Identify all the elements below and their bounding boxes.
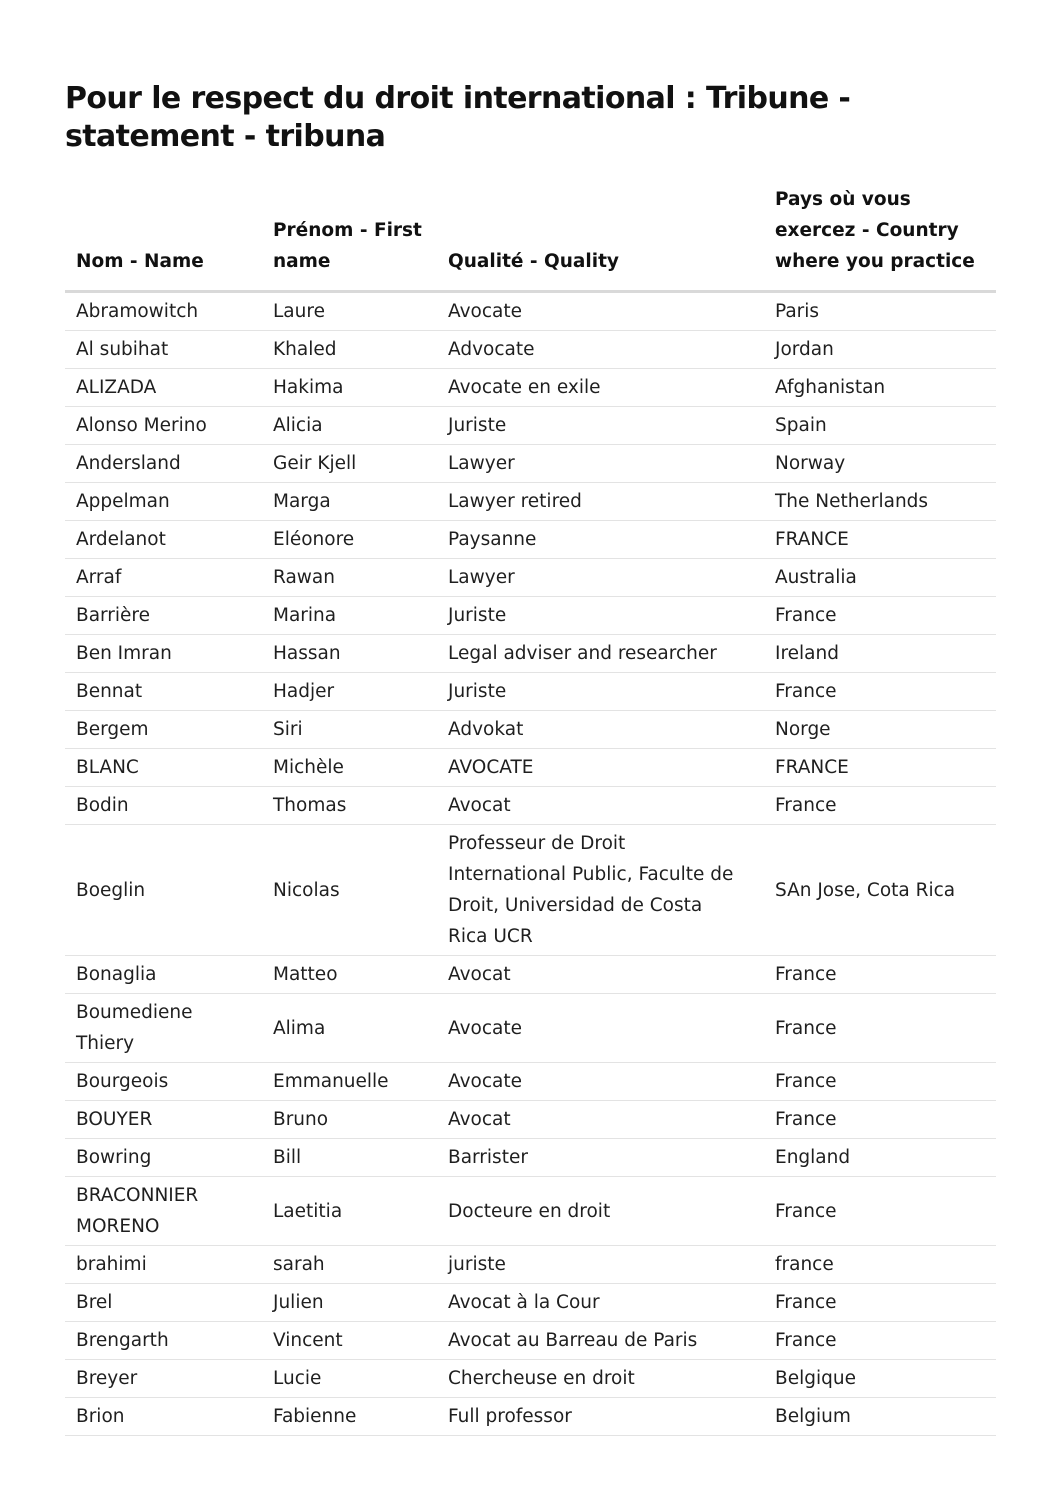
cell-quality: Avocate — [437, 994, 764, 1063]
cell-quality: Avocat — [437, 787, 764, 825]
cell-first-name: Marga — [262, 483, 437, 521]
cell-first-name: Vincent — [262, 1322, 437, 1360]
cell-first-name: Matteo — [262, 956, 437, 994]
table-row — [65, 1398, 996, 1436]
cell-country: England — [764, 1139, 996, 1177]
table-header-row — [65, 184, 996, 292]
cell-country: SAn Jose, Cota Rica — [764, 825, 996, 956]
cell-country: The Netherlands — [764, 483, 996, 521]
cell-name: Andersland — [65, 445, 262, 483]
table-row — [65, 825, 996, 956]
cell-quality: Avocat — [437, 1101, 764, 1139]
cell-name: Bourgeois — [65, 1063, 262, 1101]
page-title: Pour le respect du droit international : Tribune - statement - tribuna — [65, 81, 851, 154]
cell-first-name: Bruno — [262, 1101, 437, 1139]
cell-first-name: Laetitia — [262, 1177, 437, 1246]
column-header-country: Pays où vous exercez - Country where you practice — [764, 184, 996, 292]
cell-country: Belgique — [764, 1360, 996, 1398]
cell-name: Bowring — [65, 1139, 262, 1177]
cell-country: FRANCE — [764, 521, 996, 559]
cell-first-name: Marina — [262, 597, 437, 635]
table-row — [65, 787, 996, 825]
document-page — [65, 80, 996, 1427]
table-row — [65, 521, 996, 559]
cell-name: BLANC — [65, 749, 262, 787]
table-row — [65, 1101, 996, 1139]
cell-first-name: Geir Kjell — [262, 445, 437, 483]
cell-name: ALIZADA — [65, 369, 262, 407]
table-row — [65, 369, 996, 407]
cell-quality: Barrister — [437, 1139, 764, 1177]
column-header-quality: Qualité - Quality — [437, 184, 764, 292]
cell-country: Paris — [764, 292, 996, 331]
table-row — [65, 956, 996, 994]
table-row — [65, 1322, 996, 1360]
cell-first-name: Julien — [262, 1284, 437, 1322]
cell-quality: Lawyer — [437, 559, 764, 597]
cell-quality: Full professor — [437, 1398, 764, 1436]
cell-name: Brion — [65, 1398, 262, 1436]
cell-quality: Chercheuse en droit — [437, 1360, 764, 1398]
cell-name: Boumediene Thiery — [65, 994, 262, 1063]
cell-name: Bennat — [65, 673, 262, 711]
cell-country: France — [764, 787, 996, 825]
cell-first-name: Alicia — [262, 407, 437, 445]
cell-first-name: sarah — [262, 1246, 437, 1284]
cell-country: Norge — [764, 711, 996, 749]
cell-first-name: Lucie — [262, 1360, 437, 1398]
signatories-table — [65, 184, 996, 1436]
cell-first-name: Eléonore — [262, 521, 437, 559]
table-row — [65, 1139, 996, 1177]
cell-quality: Professeur de Droit International Public, Faculte de Droit, Universidad de Costa Rica UCR — [437, 825, 764, 956]
cell-quality: Avocat à la Cour — [437, 1284, 764, 1322]
cell-first-name: Emmanuelle — [262, 1063, 437, 1101]
column-header-name: Nom - Name — [65, 184, 262, 292]
cell-country: France — [764, 994, 996, 1063]
table-row — [65, 1063, 996, 1101]
cell-country: FRANCE — [764, 749, 996, 787]
cell-country: France — [764, 597, 996, 635]
table-row — [65, 407, 996, 445]
cell-name: Ben Imran — [65, 635, 262, 673]
cell-name: Bergem — [65, 711, 262, 749]
cell-first-name: Khaled — [262, 331, 437, 369]
table-row — [65, 749, 996, 787]
cell-quality: Avocat — [437, 956, 764, 994]
cell-country: France — [764, 673, 996, 711]
cell-country: France — [764, 1101, 996, 1139]
cell-name: Barrière — [65, 597, 262, 635]
cell-name: Brel — [65, 1284, 262, 1322]
table-row — [65, 1177, 996, 1246]
cell-name: Al subihat — [65, 331, 262, 369]
cell-first-name: Hadjer — [262, 673, 437, 711]
cell-name: Brengarth — [65, 1322, 262, 1360]
cell-country: France — [764, 1284, 996, 1322]
cell-first-name: Hakima — [262, 369, 437, 407]
table-row — [65, 711, 996, 749]
cell-name: Bonaglia — [65, 956, 262, 994]
table-row — [65, 559, 996, 597]
cell-quality: Avocat au Barreau de Paris — [437, 1322, 764, 1360]
table-row — [65, 597, 996, 635]
cell-country: Belgium — [764, 1398, 996, 1436]
cell-name: BRACONNIER MORENO — [65, 1177, 262, 1246]
cell-quality: Lawyer — [437, 445, 764, 483]
cell-country: Australia — [764, 559, 996, 597]
cell-first-name: Hassan — [262, 635, 437, 673]
cell-name: Abramowitch — [65, 292, 262, 331]
cell-first-name: Fabienne — [262, 1398, 437, 1436]
table-row — [65, 994, 996, 1063]
cell-country: Afghanistan — [764, 369, 996, 407]
table-row — [65, 1246, 996, 1284]
table-row — [65, 1360, 996, 1398]
cell-country: france — [764, 1246, 996, 1284]
cell-name: Ardelanot — [65, 521, 262, 559]
cell-quality: Advokat — [437, 711, 764, 749]
cell-quality: Paysanne — [437, 521, 764, 559]
cell-quality: Docteure en droit — [437, 1177, 764, 1246]
cell-name: Arraf — [65, 559, 262, 597]
cell-first-name: Bill — [262, 1139, 437, 1177]
cell-quality: juriste — [437, 1246, 764, 1284]
cell-first-name: Michèle — [262, 749, 437, 787]
cell-first-name: Rawan — [262, 559, 437, 597]
cell-quality: Juriste — [437, 673, 764, 711]
cell-country: Norway — [764, 445, 996, 483]
cell-country: France — [764, 1177, 996, 1246]
cell-quality: Advocate — [437, 331, 764, 369]
cell-quality: Juriste — [437, 597, 764, 635]
cell-name: Appelman — [65, 483, 262, 521]
cell-quality: Legal adviser and researcher — [437, 635, 764, 673]
cell-country: Jordan — [764, 331, 996, 369]
cell-quality: Avocate — [437, 292, 764, 331]
cell-quality: Juriste — [437, 407, 764, 445]
table-row — [65, 635, 996, 673]
table-row — [65, 445, 996, 483]
cell-country: France — [764, 1322, 996, 1360]
cell-quality: AVOCATE — [437, 749, 764, 787]
cell-first-name: Nicolas — [262, 825, 437, 956]
table-row — [65, 483, 996, 521]
cell-quality: Lawyer retired — [437, 483, 764, 521]
cell-country: Ireland — [764, 635, 996, 673]
cell-first-name: Alima — [262, 994, 437, 1063]
table-row — [65, 331, 996, 369]
cell-quality: Avocate — [437, 1063, 764, 1101]
cell-name: Alonso Merino — [65, 407, 262, 445]
column-header-first-name: Prénom - First name — [262, 184, 437, 292]
cell-quality: Avocate en exile — [437, 369, 764, 407]
cell-country: France — [764, 956, 996, 994]
cell-first-name: Siri — [262, 711, 437, 749]
cell-first-name: Laure — [262, 292, 437, 331]
table-row — [65, 673, 996, 711]
cell-name: Boeglin — [65, 825, 262, 956]
table-row — [65, 1284, 996, 1322]
cell-first-name: Thomas — [262, 787, 437, 825]
cell-name: Bodin — [65, 787, 262, 825]
cell-name: BOUYER — [65, 1101, 262, 1139]
cell-name: Breyer — [65, 1360, 262, 1398]
cell-name: brahimi — [65, 1246, 262, 1284]
cell-country: France — [764, 1063, 996, 1101]
table-row — [65, 292, 996, 331]
cell-country: Spain — [764, 407, 996, 445]
